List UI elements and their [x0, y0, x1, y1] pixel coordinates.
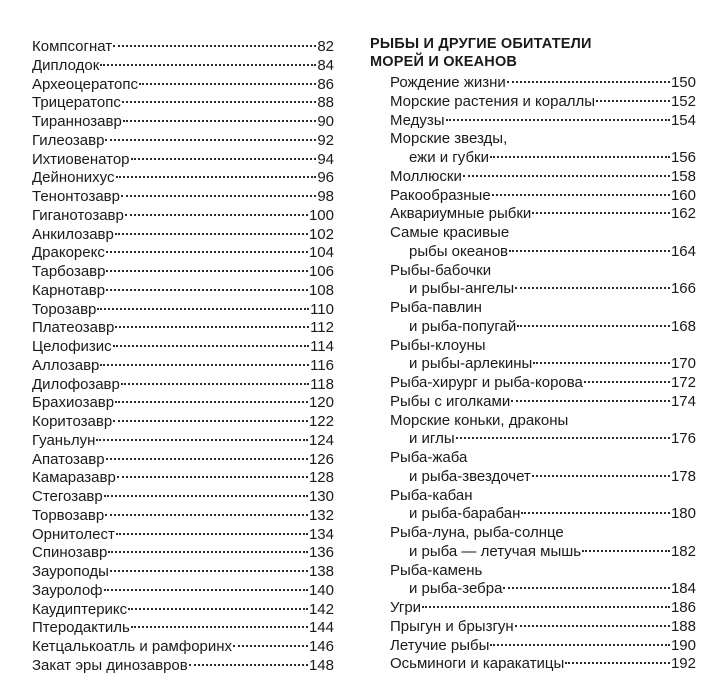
- toc-entry-title: Тираннозавр: [32, 113, 122, 130]
- toc-entry: [32, 338, 334, 357]
- toc-entry: [32, 319, 334, 338]
- toc-leader-dots: [596, 100, 670, 102]
- toc-entry-title: рыбы океанов: [409, 242, 509, 260]
- toc-entry-title: и рыба-попугай: [409, 317, 517, 335]
- toc-page-number: 180: [670, 505, 696, 523]
- toc-entry-title: и иглы: [409, 430, 455, 448]
- toc-leader-dots: [106, 289, 308, 291]
- toc-entry-title: Торозавр: [32, 300, 97, 318]
- toc-entry-title: Птеродактиль: [32, 619, 130, 637]
- toc-entry-title: Зауроподы: [32, 563, 109, 580]
- toc-page-number: 162: [670, 205, 696, 223]
- toc-entry-title: Закат эры динозавров: [32, 656, 188, 674]
- toc-leader-dots: [117, 476, 308, 478]
- toc-leader-dots: [233, 645, 308, 647]
- toc-entry-title: Тенонтозавр: [32, 188, 120, 205]
- toc-leader-dots: [115, 401, 308, 403]
- toc-entry-title: Зауролоф: [32, 581, 103, 599]
- toc-leader-dots: [517, 325, 670, 327]
- toc-leader-dots: [490, 644, 670, 646]
- toc-leader-dots: [131, 158, 317, 160]
- toc-leader-dots: [108, 551, 308, 553]
- toc-page-number: 152: [670, 92, 696, 110]
- toc-leader-dots: [97, 308, 309, 310]
- toc-entry: [32, 657, 334, 676]
- toc-entry-title: Рыба-камень: [390, 561, 483, 579]
- toc-entry-title: Гиганотозавр: [32, 206, 124, 224]
- toc-item: [370, 487, 696, 525]
- toc-entry: [390, 205, 696, 224]
- toc-leader-dots: [106, 458, 308, 460]
- toc-page-number: 184: [670, 580, 696, 598]
- toc-page-number: 92: [317, 131, 334, 149]
- toc-leader-dots: [125, 214, 308, 216]
- toc-entry: [32, 619, 334, 638]
- toc-entry-title: Морские звезды,: [390, 130, 508, 148]
- toc-entry-title: и рыбы-арлекины: [409, 355, 533, 373]
- toc-leader-dots: [110, 570, 308, 572]
- toc-item: [370, 618, 696, 637]
- toc-leader-dots: [113, 420, 308, 422]
- toc-entry: [390, 374, 696, 393]
- toc-page-number: 138: [308, 563, 334, 580]
- toc-leader-dots: [463, 175, 670, 177]
- toc-entry-title: Рыбы-клоуны: [390, 336, 486, 354]
- toc-entry: [32, 451, 334, 470]
- toc-entry: [32, 226, 334, 245]
- toc-entry-title: Камаразавр: [32, 469, 116, 487]
- toc-leader-dots: [106, 270, 307, 272]
- toc-page-number: 108: [308, 281, 334, 299]
- toc-entry: [32, 563, 334, 582]
- toc-item: [370, 337, 696, 375]
- toc-leader-dots: [532, 475, 670, 477]
- toc-entry-title: Ихтиовенатор: [32, 150, 130, 168]
- toc-entry: [32, 507, 334, 526]
- toc-entry-title: Дракорекс: [32, 244, 105, 262]
- toc-entry-title: Спинозавр: [32, 544, 108, 562]
- toc-leader-dots: [105, 139, 316, 141]
- toc-entry: [32, 394, 334, 413]
- toc-item: [370, 562, 696, 600]
- toc-entry: [390, 355, 696, 374]
- toc-leader-dots: [511, 400, 670, 402]
- toc-entry: [390, 187, 696, 206]
- toc-entry: [32, 469, 334, 488]
- toc-entry-title: Рыба-жаба: [390, 449, 468, 466]
- toc-entry: [32, 94, 334, 113]
- toc-page-number: 104: [308, 244, 334, 262]
- toc-entry-title: Рыба-павлин: [390, 299, 482, 316]
- toc-entry-title: Летучие рыбы: [390, 636, 490, 654]
- toc-entry-title: Анкилозавр: [32, 225, 114, 243]
- toc-item: [370, 168, 696, 187]
- toc-item: [370, 524, 696, 562]
- toc-entry: [32, 76, 334, 95]
- toc-entry-title: Каудиптерикс: [32, 600, 128, 618]
- toc-entry: [390, 618, 696, 637]
- toc-leader-dots: [100, 364, 309, 366]
- toc-entry-title: Археоцератопс: [32, 75, 138, 93]
- toc-page-number: 84: [317, 56, 334, 74]
- toc-leader-dots: [533, 362, 670, 364]
- toc-leader-dots: [515, 287, 670, 289]
- toc-leader-dots: [104, 495, 308, 497]
- toc-page-number: 102: [308, 225, 334, 243]
- toc-item: [370, 93, 696, 112]
- toc-entry-title: Морские коньки, драконы: [390, 411, 569, 429]
- toc-entry-title: Рыба-хирург и рыба-корова: [390, 374, 583, 391]
- toc-leader-dots: [521, 512, 670, 514]
- toc-entry: [390, 318, 696, 337]
- toc-leader-dots: [113, 45, 316, 47]
- toc-item: [370, 130, 696, 168]
- toc-page-number: 146: [308, 638, 334, 655]
- toc-entry-title: и рыба — летучая мышь: [409, 542, 582, 560]
- toc-entry: [390, 74, 696, 93]
- toc-leader-dots: [507, 81, 670, 83]
- toc-item: [370, 262, 696, 300]
- toc-page-number: 178: [670, 467, 696, 485]
- toc-entry-title: Гуаньлун: [32, 431, 96, 449]
- toc-leader-dots: [492, 194, 670, 196]
- toc-entry: [390, 93, 696, 112]
- toc-page-number: 120: [308, 394, 334, 412]
- toc-entry: [32, 601, 334, 620]
- toc-page-number: 114: [310, 338, 334, 355]
- toc-page-number: 144: [308, 619, 334, 637]
- toc-page-number: 130: [308, 488, 334, 505]
- toc-entry-title: Угри: [390, 599, 422, 616]
- toc-entry-title: Торвозавр: [32, 506, 105, 524]
- toc-entry: [32, 301, 334, 320]
- toc-page-number: 148: [308, 656, 334, 674]
- toc-entry: [32, 282, 334, 301]
- toc-entry-title: Рождение жизни: [390, 74, 506, 91]
- toc-entry-title: Диплодок: [32, 56, 100, 74]
- toc-page-number: 188: [670, 617, 696, 635]
- toc-item: [370, 412, 696, 450]
- toc-entry: [390, 468, 696, 487]
- toc-item: [370, 112, 696, 131]
- toc-leader-dots: [115, 233, 308, 235]
- toc-leader-dots: [503, 587, 670, 589]
- toc-item: [370, 449, 696, 487]
- toc-entry: [390, 168, 696, 187]
- toc-page-number: 156: [670, 149, 696, 166]
- toc-item: [370, 374, 696, 393]
- toc-item: [370, 74, 696, 93]
- toc-entry: [32, 207, 334, 226]
- section-title-line: МОРЕЙ И ОКЕАНОВ: [370, 53, 518, 70]
- toc-page-number: 170: [670, 355, 696, 373]
- toc-entry-title: Рыбы-бабочки: [390, 261, 492, 279]
- section-title-line: РЫБЫ И ДРУГИЕ ОБИТАТЕЛИ: [370, 36, 592, 52]
- toc-entry-title: Компсогнат: [32, 38, 113, 55]
- toc-leader-dots: [584, 381, 670, 383]
- toc-item: [370, 299, 696, 337]
- section-title: [370, 36, 696, 71]
- toc-page-number: 118: [310, 375, 334, 393]
- toc-entry: [32, 413, 334, 432]
- toc-entry: [32, 169, 334, 188]
- toc-page-number: 124: [308, 431, 334, 449]
- toc-page-number: 88: [317, 94, 334, 112]
- toc-leader-dots: [456, 437, 670, 439]
- toc-entry-title: Медузы: [390, 111, 445, 129]
- toc-entry: [390, 149, 696, 168]
- toc-entry: [390, 599, 696, 618]
- toc-entry: [32, 544, 334, 563]
- toc-entry: [32, 132, 334, 151]
- toc-page-number: 96: [317, 169, 334, 187]
- toc-entry: [390, 430, 696, 449]
- toc-leader-dots: [104, 589, 308, 591]
- toc-entry: [32, 188, 334, 207]
- toc-entry-title: Самые красивые: [390, 224, 510, 241]
- toc-page-number: 106: [308, 263, 334, 280]
- toc-page-number: 190: [670, 636, 696, 654]
- toc-item: [370, 393, 696, 412]
- toc-entry: [390, 580, 696, 599]
- toc-entry: [32, 526, 334, 545]
- toc-page-number: 82: [317, 38, 334, 55]
- toc-leader-dots: [121, 383, 309, 385]
- toc-entry-title: Орнитолест: [32, 525, 115, 543]
- toc-entry: [390, 505, 696, 524]
- toc-entry-title: Рыба-кабан: [390, 486, 473, 504]
- toc-page-number: 116: [310, 356, 334, 374]
- toc-entry: [32, 432, 334, 451]
- toc-entry-title: Дейнонихус: [32, 169, 115, 187]
- toc-item: [370, 637, 696, 656]
- toc-entry: [390, 655, 696, 674]
- toc-left-column: [32, 38, 334, 676]
- toc-entry: [32, 638, 334, 657]
- toc-entry-title: Апатозавр: [32, 450, 105, 468]
- toc-entry: [390, 280, 696, 299]
- toc-leader-dots: [565, 662, 670, 664]
- toc-page-number: 166: [670, 280, 696, 298]
- toc-page-number: 186: [670, 599, 696, 616]
- toc-entry: [390, 393, 696, 412]
- toc-page-number: 174: [670, 392, 696, 410]
- toc-entry-title: Рыба-луна, рыба-солнце: [390, 524, 564, 541]
- toc-entry-title: Дилофозавр: [32, 375, 120, 393]
- toc-entry: [32, 357, 334, 376]
- section-entries: [370, 74, 696, 674]
- toc-leader-dots: [509, 250, 670, 252]
- toc-entry-title: Моллюски: [390, 167, 462, 185]
- toc-item: [370, 599, 696, 618]
- toc-entry-title: Аллозавр: [32, 356, 100, 374]
- toc-entry: [32, 376, 334, 395]
- toc-leader-dots: [115, 326, 309, 328]
- toc-entry-title: Рыбы с иголками: [390, 392, 511, 410]
- toc-leader-dots: [189, 664, 308, 666]
- toc-leader-dots: [113, 345, 309, 347]
- toc-page-number: 100: [308, 206, 334, 224]
- toc-entry: [32, 488, 334, 507]
- toc-entry: [32, 582, 334, 601]
- toc-entry-title: и рыба-барабан: [409, 505, 521, 523]
- toc-entry-title: Трицератопс: [32, 94, 121, 112]
- toc-item: [370, 187, 696, 206]
- toc-page-number: 164: [670, 242, 696, 260]
- toc-leader-dots: [100, 64, 316, 66]
- toc-leader-dots: [515, 625, 670, 627]
- toc-page-number: 172: [670, 374, 696, 391]
- toc-page-number: 160: [670, 186, 696, 204]
- toc-leader-dots: [422, 606, 670, 608]
- toc-page-number: 94: [317, 150, 334, 168]
- toc-entry-title: ежи и губки: [409, 149, 489, 166]
- toc-page-number: 110: [310, 300, 334, 318]
- toc-leader-dots: [96, 439, 308, 441]
- toc-page-number: 158: [670, 167, 696, 185]
- toc-entry: [390, 637, 696, 656]
- toc-leader-dots: [128, 608, 308, 610]
- toc-entry: [32, 244, 334, 263]
- toc-leader-dots: [122, 101, 316, 103]
- toc-entry-title: Морские растения и кораллы: [390, 92, 596, 110]
- toc-item: [370, 224, 696, 262]
- toc-entry-title: Брахиозавр: [32, 394, 115, 412]
- toc-page-number: 140: [308, 581, 334, 599]
- toc-item: [370, 205, 696, 224]
- toc-leader-dots: [532, 212, 670, 214]
- toc-page-number: 98: [317, 188, 334, 205]
- toc-leader-dots: [105, 514, 308, 516]
- toc-entry-title: и рыба-зебра: [409, 580, 503, 598]
- toc-page-number: 182: [670, 542, 696, 560]
- toc-leader-dots: [116, 176, 317, 178]
- toc-entry-title: Ракообразные: [390, 186, 491, 204]
- toc-leader-dots: [139, 83, 316, 85]
- toc-entry: [32, 151, 334, 170]
- toc-page-number: 126: [308, 450, 334, 468]
- toc-page-number: 128: [308, 469, 334, 487]
- toc-entry-title: Стегозавр: [32, 488, 103, 505]
- toc-leader-dots: [490, 156, 670, 158]
- toc-item: [370, 655, 696, 674]
- toc-page-number: 168: [670, 317, 696, 335]
- toc-entry: [32, 263, 334, 282]
- toc-page-number: 176: [670, 430, 696, 448]
- toc-leader-dots: [131, 626, 308, 628]
- toc-entry-title: Аквариумные рыбки: [390, 205, 532, 223]
- toc-entry: [390, 112, 696, 131]
- toc-page-number: 142: [308, 600, 334, 618]
- toc-page-number: 134: [308, 525, 334, 543]
- toc-page-number: 90: [317, 113, 334, 130]
- toc-entry-title: Осьминоги и каракатицы: [390, 655, 565, 673]
- toc-leader-dots: [116, 533, 308, 535]
- toc-entry-title: Целофизис: [32, 338, 112, 355]
- toc-entry-title: Карнотавр: [32, 281, 106, 299]
- toc-page-number: 150: [670, 74, 696, 91]
- toc-entry-title: Кетцалькоатль и рамфоринх: [32, 638, 233, 655]
- toc-right-column: [370, 36, 696, 674]
- toc-leader-dots: [123, 120, 316, 122]
- toc-leader-dots: [446, 119, 670, 121]
- toc-entry-title: Коритозавр: [32, 413, 113, 430]
- toc-leader-dots: [582, 550, 670, 552]
- toc-page-number: 136: [308, 544, 334, 562]
- toc-entry: [32, 38, 334, 57]
- toc-entry-title: Гилеозавр: [32, 131, 105, 149]
- toc-page-number: 192: [670, 655, 696, 673]
- toc-page-number: 122: [308, 413, 334, 430]
- toc-page-number: 154: [670, 111, 696, 129]
- toc-page-number: 132: [308, 506, 334, 524]
- toc-leader-dots: [121, 195, 316, 197]
- toc-entry-title: Прыгун и брызгун: [390, 617, 514, 635]
- toc-entry: [390, 543, 696, 562]
- toc-page-number: 86: [317, 75, 334, 93]
- toc-entry: [390, 243, 696, 262]
- toc-entry-title: Тарбозавр: [32, 263, 106, 280]
- toc-entry-title: и рыба-звездочет: [409, 467, 531, 485]
- toc-entry-title: Платеозавр: [32, 319, 115, 337]
- toc-page-number: 112: [310, 319, 334, 337]
- toc-leader-dots: [106, 251, 308, 253]
- toc-entry: [32, 57, 334, 76]
- toc-entry-title: и рыбы-ангелы: [409, 280, 515, 298]
- toc-entry: [32, 113, 334, 132]
